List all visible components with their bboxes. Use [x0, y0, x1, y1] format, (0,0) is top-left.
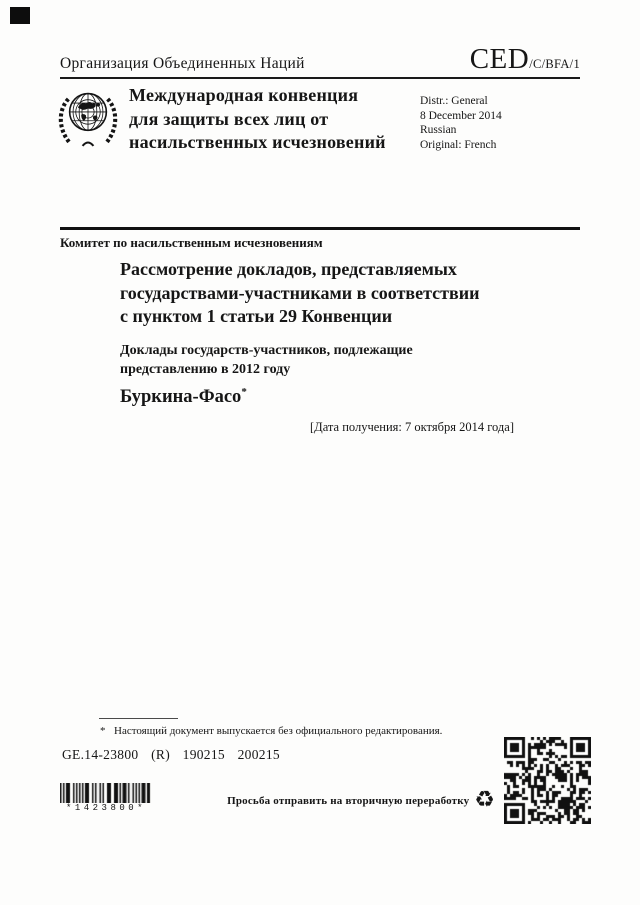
document-symbol-sub: /C/BFA/1 — [529, 57, 580, 71]
convention-title — [129, 84, 386, 155]
report-subtitle-line: Доклады государств-участников, подлежащие — [120, 343, 413, 358]
un-emblem-icon — [54, 82, 122, 150]
org-name: Организация Объединенных Наций — [60, 55, 305, 72]
report-title-line: Рассмотрение докладов, представляемых — [120, 259, 457, 279]
document-symbol — [470, 43, 580, 76]
country-footnote-marker: * — [241, 386, 247, 398]
date-received: [Дата получения: 7 октября 2014 года] — [310, 420, 514, 434]
recycle-icon: ♻ — [474, 787, 495, 813]
footnote — [99, 725, 442, 737]
recycle-note — [227, 789, 495, 812]
convention-title-line: насильственных исчезновений — [129, 132, 386, 152]
distr-type: Distr.: General — [420, 95, 488, 107]
footnote-marker: * — [100, 725, 106, 737]
recycle-note-text: Просьба отправить на вторичную переработку — [227, 794, 470, 807]
barcode-label: *1423800* — [65, 803, 147, 813]
report-subtitle-line: представлению в 2012 году — [120, 361, 291, 377]
report-title-line: государствами-участниками в соответствии — [120, 282, 480, 303]
footnote-text: Настоящий документ выпускается без официального редактирования. — [114, 725, 443, 737]
country-name — [120, 386, 247, 408]
report-subtitle — [120, 342, 413, 379]
country-name-text: Буркина-Фасо — [120, 387, 242, 408]
committee-name: Комитет по насильственным исчезновениям — [60, 235, 323, 250]
report-title — [120, 258, 479, 329]
report-title-line: с пунктом 1 статьи 29 Конвенции — [120, 306, 393, 326]
distr-language: Russian — [420, 124, 457, 136]
document-symbol-main: CED — [469, 43, 530, 75]
header-divider — [60, 77, 580, 79]
barcode — [60, 783, 152, 813]
print-registration-mark — [10, 7, 30, 24]
qr-code — [504, 737, 591, 824]
distribution-block — [420, 94, 502, 152]
convention-title-line: Международная конвенция — [129, 85, 359, 105]
barcode-bars — [60, 783, 152, 803]
ge-number: GE.14-23800 (R) 190215 200215 — [62, 747, 280, 762]
distr-date: 8 December 2014 — [420, 109, 502, 122]
section-divider — [60, 227, 580, 230]
footnote-divider — [99, 718, 178, 719]
convention-title-line: для защиты всех лиц от — [129, 108, 329, 129]
distr-original: Original: French — [420, 138, 497, 151]
